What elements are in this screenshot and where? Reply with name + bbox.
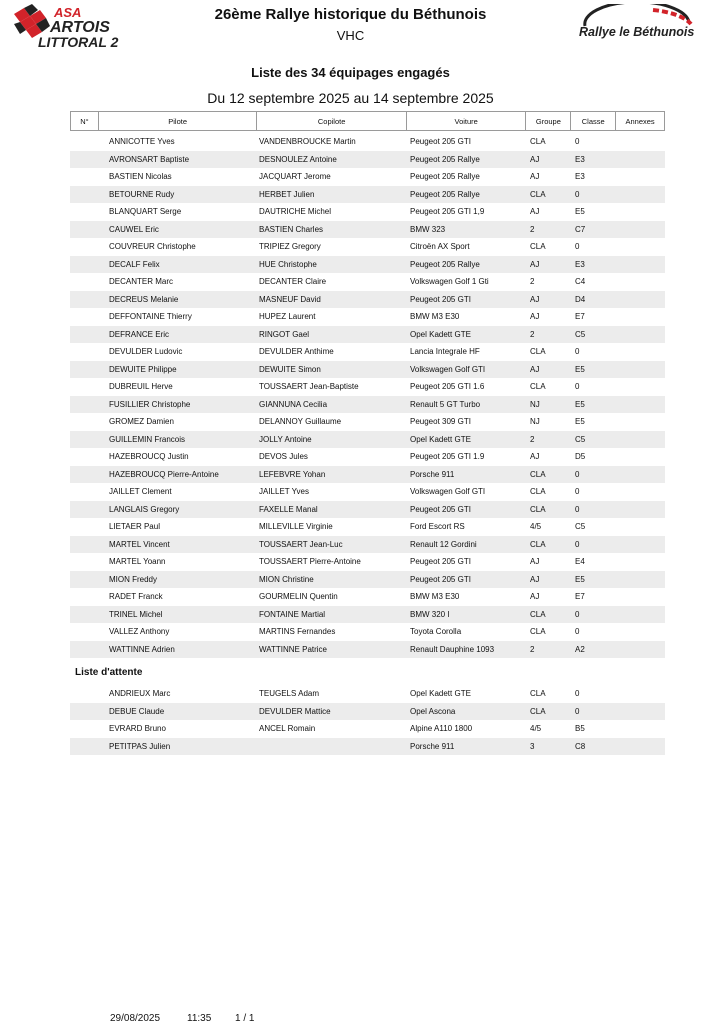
column-header-copilote: Copilote xyxy=(257,112,407,130)
groupe-cell: CLA xyxy=(530,689,546,699)
groupe-cell: AJ xyxy=(530,207,540,217)
copilote-cell: MION Christine xyxy=(259,574,314,584)
pilote-cell: GUILLEMIN Francois xyxy=(109,434,186,444)
voiture-cell: Renault Dauphine 1093 xyxy=(410,644,495,654)
table-row xyxy=(70,291,665,309)
pilote-cell: PETITPAS Julien xyxy=(109,741,171,751)
pilote-cell: DECALF Felix xyxy=(109,259,160,269)
column-header-voiture: Voiture xyxy=(407,112,527,130)
voiture-cell: Peugeot 205 GTI xyxy=(410,557,471,567)
pilote-cell: EVRARD Bruno xyxy=(109,724,166,734)
classe-cell: E3 xyxy=(575,172,585,182)
pilote-cell: BETOURNE Rudy xyxy=(109,189,175,199)
table-row xyxy=(70,308,665,326)
groupe-cell: NJ xyxy=(530,417,540,427)
copilote-cell: TOUSSAERT Jean-Baptiste xyxy=(259,382,359,392)
classe-cell: 0 xyxy=(575,487,580,497)
copilote-cell: VANDENBROUCKE Martin xyxy=(259,137,356,147)
pilote-cell: DEWUITE Philippe xyxy=(109,364,177,374)
classe-cell: 0 xyxy=(575,627,580,637)
voiture-cell: Porsche 911 xyxy=(410,741,455,751)
voiture-cell: Renault 12 Gordini xyxy=(410,539,477,549)
classe-cell: D4 xyxy=(575,294,586,304)
classe-cell: 0 xyxy=(575,706,580,716)
groupe-cell: AJ xyxy=(530,259,540,269)
voiture-cell: Peugeot 205 Rallye xyxy=(410,259,480,269)
pilote-cell: WATTINNE Adrien xyxy=(109,644,175,654)
svg-text:Rallye le Béthunois: Rallye le Béthunois xyxy=(579,25,695,39)
groupe-cell: 2 xyxy=(530,434,535,444)
voiture-cell: Peugeot 205 GTI xyxy=(410,574,471,584)
pilote-cell: HAZEBROUCQ Justin xyxy=(109,452,189,462)
groupe-cell: NJ xyxy=(530,399,540,409)
classe-cell: C4 xyxy=(575,277,586,287)
copilote-cell: LEFEBVRE Yohan xyxy=(259,469,326,479)
column-header-groupe: Groupe xyxy=(526,112,571,130)
classe-cell: C5 xyxy=(575,329,586,339)
groupe-cell: CLA xyxy=(530,242,546,252)
copilote-cell: FONTAINE Martial xyxy=(259,609,326,619)
groupe-cell: AJ xyxy=(530,592,540,602)
copilote-cell: DEVULDER Anthime xyxy=(259,347,334,357)
copilote-cell: JACQUART Jerome xyxy=(259,172,331,182)
voiture-cell: Peugeot 205 GTI 1.6 xyxy=(410,382,485,392)
pilote-cell: DEFFONTAINE Thierry xyxy=(109,312,192,322)
table-row xyxy=(70,151,665,169)
voiture-cell: Volkswagen Golf GTI xyxy=(410,364,486,374)
copilote-cell: JAILLET Yves xyxy=(259,487,309,497)
pilote-cell: RADET Franck xyxy=(109,592,163,602)
classe-cell: E5 xyxy=(575,207,585,217)
copilote-cell: HUPEZ Laurent xyxy=(259,312,316,322)
copilote-cell: TEUGELS Adam xyxy=(259,689,320,699)
table-row xyxy=(70,396,665,414)
copilote-cell: TOUSSAERT Pierre-Antoine xyxy=(259,557,361,567)
column-header-pilote: Pilote xyxy=(99,112,257,130)
copilote-cell: MASNEUF David xyxy=(259,294,321,304)
copilote-cell: GIANNUNA Cecilia xyxy=(259,399,328,409)
voiture-cell: Peugeot 205 GTI xyxy=(410,294,471,304)
voiture-cell: Opel Kadett GTE xyxy=(410,329,471,339)
groupe-cell: CLA xyxy=(530,382,546,392)
table-row xyxy=(70,431,665,449)
copilote-cell: DESNOULEZ Antoine xyxy=(259,154,337,164)
groupe-cell: CLA xyxy=(530,609,546,619)
groupe-cell: AJ xyxy=(530,574,540,584)
copilote-cell: DEVULDER Mattice xyxy=(259,706,331,716)
voiture-cell: Peugeot 309 GTI xyxy=(410,417,471,427)
table-row xyxy=(70,483,665,501)
table-row xyxy=(70,571,665,589)
classe-cell: 0 xyxy=(575,504,580,514)
copilote-cell: DAUTRICHE Michel xyxy=(259,207,332,217)
classe-cell: 0 xyxy=(575,189,580,199)
groupe-cell: CLA xyxy=(530,539,546,549)
pilote-cell: AVRONSART Baptiste xyxy=(109,154,190,164)
voiture-cell: Peugeot 205 GTI 1.9 xyxy=(410,452,485,462)
classe-cell: 0 xyxy=(575,609,580,619)
classe-cell: 0 xyxy=(575,347,580,357)
groupe-cell: CLA xyxy=(530,469,546,479)
list-title: Liste des 34 équipages engagés xyxy=(251,65,450,80)
copilote-cell: TRIPIEZ Gregory xyxy=(259,242,321,252)
groupe-cell: 2 xyxy=(530,329,535,339)
table-row xyxy=(70,588,665,606)
classe-cell: C8 xyxy=(575,741,586,751)
classe-cell: E5 xyxy=(575,399,585,409)
table-row xyxy=(70,641,665,659)
classe-cell: 0 xyxy=(575,242,580,252)
groupe-cell: CLA xyxy=(530,627,546,637)
classe-cell: 0 xyxy=(575,469,580,479)
table-row xyxy=(70,685,665,703)
classe-cell: E5 xyxy=(575,364,585,374)
column-header-classe: Classe xyxy=(571,112,616,130)
table-row xyxy=(70,553,665,571)
pilote-cell: DECANTER Marc xyxy=(109,277,174,287)
voiture-cell: Peugeot 205 GTI xyxy=(410,504,471,514)
copilote-cell: DEVOS Jules xyxy=(259,452,308,462)
groupe-cell: AJ xyxy=(530,154,540,164)
groupe-cell: 4/5 xyxy=(530,522,542,532)
voiture-cell: Volkswagen Golf 1 Gti xyxy=(410,277,489,287)
table-row xyxy=(70,518,665,536)
copilote-cell: WATTINNE Patrice xyxy=(259,644,328,654)
copilote-cell: DEWUITE Simon xyxy=(259,364,321,374)
classe-cell: E5 xyxy=(575,574,585,584)
pilote-cell: HAZEBROUCQ Pierre-Antoine xyxy=(109,469,219,479)
table-row xyxy=(70,238,665,256)
copilote-cell: MILLEVILLE Virginie xyxy=(259,522,333,532)
voiture-cell: Peugeot 205 Rallye xyxy=(410,154,480,164)
pilote-cell: LIETAER Paul xyxy=(109,522,160,532)
svg-text:ASA: ASA xyxy=(54,5,82,20)
classe-cell: A2 xyxy=(575,644,585,654)
classe-cell: C5 xyxy=(575,434,586,444)
voiture-cell: Peugeot 205 Rallye xyxy=(410,172,480,182)
copilote-cell: FAXELLE Manal xyxy=(259,504,318,514)
pilote-cell: DECREUS Melanie xyxy=(109,294,179,304)
pilote-cell: LANGLAIS Gregory xyxy=(109,504,180,514)
pilote-cell: TRINEL Michel xyxy=(109,609,163,619)
copilote-cell: TOUSSAERT Jean-Luc xyxy=(259,539,343,549)
voiture-cell: Alpine A110 1800 xyxy=(410,724,473,734)
pilote-cell: MION Freddy xyxy=(109,574,158,584)
pilote-cell: ANDRIEUX Marc xyxy=(109,689,171,699)
table-row xyxy=(70,720,665,738)
table-row xyxy=(70,703,665,721)
voiture-cell: Volkswagen Golf GTI xyxy=(410,487,486,497)
voiture-cell: Peugeot 205 GTI xyxy=(410,137,471,147)
groupe-cell: CLA xyxy=(530,706,546,716)
classe-cell: 0 xyxy=(575,137,580,147)
pilote-cell: DUBREUIL Herve xyxy=(109,382,173,392)
pilote-cell: BASTIEN Nicolas xyxy=(109,172,172,182)
table-row xyxy=(70,623,665,641)
copilote-cell: DELANNOY Guillaume xyxy=(259,417,342,427)
pilote-cell: BLANQUART Serge xyxy=(109,207,182,217)
groupe-cell: CLA xyxy=(530,504,546,514)
event-title: 26ème Rallye historique du Béthunois xyxy=(214,6,487,23)
copilote-cell: HERBET Julien xyxy=(259,189,315,199)
classe-cell: C5 xyxy=(575,522,586,532)
groupe-cell: AJ xyxy=(530,557,540,567)
pilote-cell: DEBUE Claude xyxy=(109,706,165,716)
pilote-cell: COUVREUR Christophe xyxy=(109,242,196,252)
classe-cell: E7 xyxy=(575,592,585,602)
classe-cell: D5 xyxy=(575,452,586,462)
column-header-annexes: Annexes xyxy=(625,116,655,126)
groupe-cell: CLA xyxy=(530,137,546,147)
groupe-cell: AJ xyxy=(530,294,540,304)
pilote-cell: MARTEL Yoann xyxy=(109,557,166,567)
classe-cell: E5 xyxy=(575,417,585,427)
table-row xyxy=(70,466,665,484)
classe-cell: B5 xyxy=(575,724,585,734)
pilote-cell: GROMEZ Damien xyxy=(109,417,174,427)
groupe-cell: AJ xyxy=(530,312,540,322)
table-row xyxy=(70,133,665,151)
voiture-cell: BMW 320 I xyxy=(410,609,450,619)
table-row xyxy=(70,343,665,361)
groupe-cell: 2 xyxy=(530,224,535,234)
classe-cell: 0 xyxy=(575,689,580,699)
copilote-cell: GOURMELIN Quentin xyxy=(259,592,338,602)
pilote-cell: JAILLET Clement xyxy=(109,487,172,497)
voiture-cell: Peugeot 205 Rallye xyxy=(410,189,480,199)
groupe-cell: CLA xyxy=(530,487,546,497)
table-row xyxy=(70,536,665,554)
table-row xyxy=(70,738,665,756)
pilote-cell: DEVULDER Ludovic xyxy=(109,347,183,357)
voiture-cell: Toyota Corolla xyxy=(410,627,462,637)
copilote-cell: ANCEL Romain xyxy=(259,724,316,734)
groupe-cell: CLA xyxy=(530,347,546,357)
footer-time: 11:35 xyxy=(187,1013,212,1024)
pilote-cell: FUSILLIER Christophe xyxy=(109,399,191,409)
classe-cell: C7 xyxy=(575,224,586,234)
voiture-cell: BMW M3 E30 xyxy=(410,592,460,602)
classe-cell: 0 xyxy=(575,539,580,549)
table-row xyxy=(70,361,665,379)
voiture-cell: Ford Escort RS xyxy=(410,522,465,532)
copilote-cell: MARTINS Fernandes xyxy=(259,627,336,637)
groupe-cell: 2 xyxy=(530,277,535,287)
copilote-cell: JOLLY Antoine xyxy=(259,434,312,444)
date-range: Du 12 septembre 2025 au 14 septembre 2025 xyxy=(207,90,494,106)
copilote-cell: RINGOT Gael xyxy=(259,329,310,339)
groupe-cell: 3 xyxy=(530,741,535,751)
svg-text:ARTOIS: ARTOIS xyxy=(50,19,110,36)
table-row xyxy=(70,221,665,239)
voiture-cell: Opel Kadett GTE xyxy=(410,434,471,444)
table-row xyxy=(70,606,665,624)
table-row xyxy=(70,413,665,431)
table-row xyxy=(70,326,665,344)
footer-date: 29/08/2025 xyxy=(110,1013,161,1024)
table-row xyxy=(70,273,665,291)
classe-cell: E3 xyxy=(575,259,585,269)
classe-cell: E4 xyxy=(575,557,585,567)
voiture-cell: Lancia Integrale HF xyxy=(410,347,480,357)
voiture-cell: BMW M3 E30 xyxy=(410,312,460,322)
table-row xyxy=(70,448,665,466)
event-category: VHC xyxy=(336,28,365,43)
classe-cell: 0 xyxy=(575,382,580,392)
voiture-cell: Renault 5 GT Turbo xyxy=(410,399,481,409)
table-row xyxy=(70,168,665,186)
svg-text:LITTORAL 2: LITTORAL 2 xyxy=(38,34,119,50)
groupe-cell: AJ xyxy=(530,452,540,462)
table-header xyxy=(70,111,665,131)
groupe-cell: 2 xyxy=(530,644,535,654)
groupe-cell: AJ xyxy=(530,172,540,182)
pilote-cell: VALLEZ Anthony xyxy=(109,627,170,637)
voiture-cell: Peugeot 205 GTI 1,9 xyxy=(410,207,485,217)
classe-cell: E7 xyxy=(575,312,585,322)
groupe-cell: 4/5 xyxy=(530,724,542,734)
voiture-cell: Opel Ascona xyxy=(410,706,456,716)
pilote-cell: ANNICOTTE Yves xyxy=(109,137,175,147)
column-header-number: N° xyxy=(71,112,99,130)
table-row xyxy=(70,378,665,396)
pilote-cell: DEFRANCE Eric xyxy=(109,329,170,339)
voiture-cell: Porsche 911 xyxy=(410,469,455,479)
table-row xyxy=(70,203,665,221)
voiture-cell: BMW 323 xyxy=(410,224,446,234)
pilote-cell: CAUWEL Eric xyxy=(109,224,159,234)
copilote-cell: BASTIEN Charles xyxy=(259,224,324,234)
classe-cell: E3 xyxy=(575,154,585,164)
groupe-cell: CLA xyxy=(530,189,546,199)
voiture-cell: Citroën AX Sport xyxy=(410,242,470,252)
copilote-cell: HUE Christophe xyxy=(259,259,317,269)
table-row xyxy=(70,501,665,519)
pilote-cell: MARTEL Vincent xyxy=(109,539,170,549)
table-row xyxy=(70,186,665,204)
copilote-cell: DECANTER Claire xyxy=(259,277,327,287)
footer-page: 1 / 1 xyxy=(235,1013,255,1024)
groupe-cell: AJ xyxy=(530,364,540,374)
voiture-cell: Opel Kadett GTE xyxy=(410,689,471,699)
waiting-list-title: Liste d'attente xyxy=(75,667,143,678)
table-row xyxy=(70,256,665,274)
